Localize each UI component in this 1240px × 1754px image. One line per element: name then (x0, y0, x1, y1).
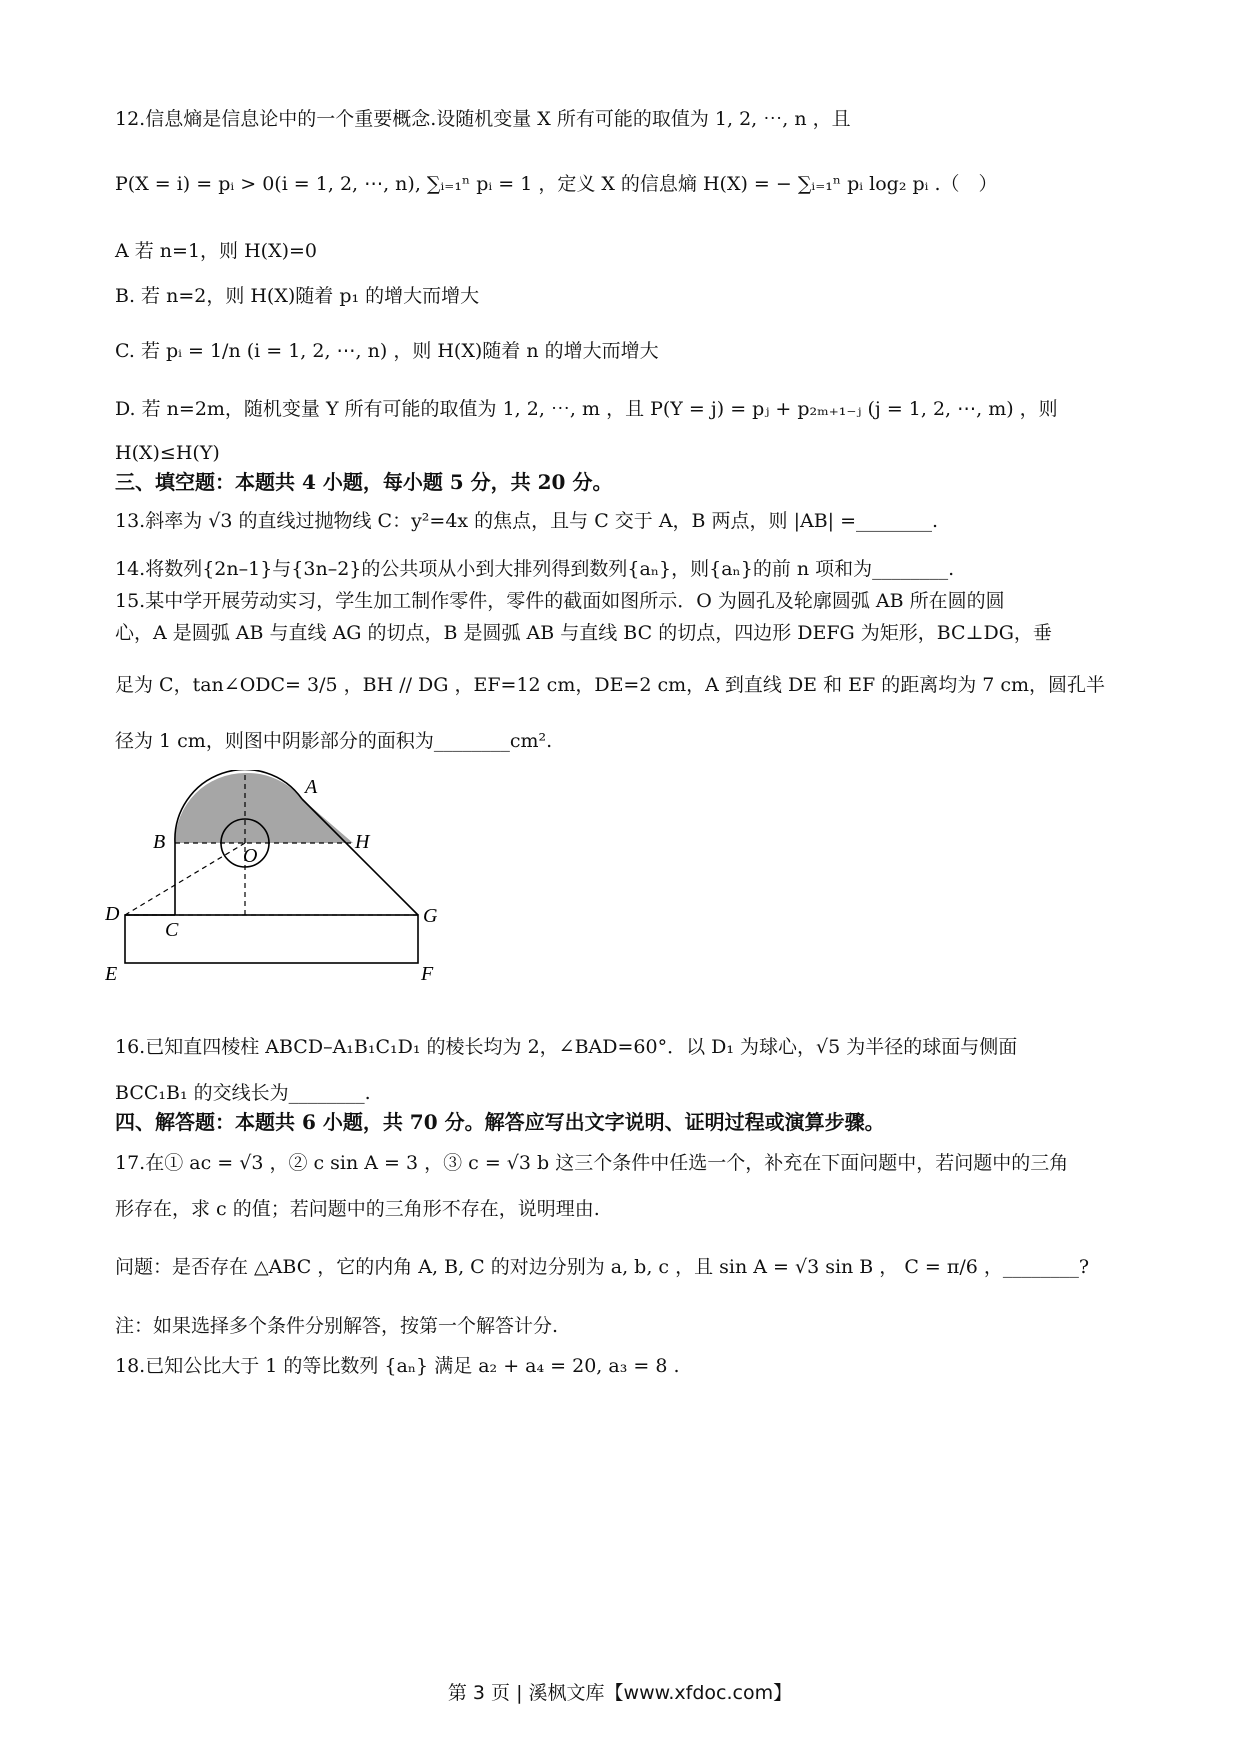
q15-line3: 足为 C，tan∠ODC= 3/5 ，BH // DG ，EF=12 cm，DE=2 cm，A 到直线 DE 和 EF 的距离均为 7 cm，圆孔半 (115, 674, 1106, 696)
q17-line3: 问题：是否存在 △ABC ，它的内角 A, B, C 的对边分别为 a, b, c ，且 sin A = √3 sin B ， C = π/6 ，________? (115, 1256, 1090, 1278)
page-footer: 第 3 页 | 溪枫文库【www.xfdoc.com】 (447, 1682, 793, 1704)
section-3-heading: 三、填空题：本题共 4 小题，每小题 5 分，共 20 分。 (115, 470, 613, 494)
label-b: B (153, 831, 166, 853)
section-4-heading: 四、解答题：本题共 6 小题，共 70 分。解答应写出文字说明、证明过程或演算步骤。 (115, 1110, 885, 1134)
label-c: C (165, 919, 179, 941)
q13: 13.斜率为 √3 的直线过抛物线 C：y²=4x 的焦点，且与 C 交于 A，B 两点，则 |AB| =________. (115, 510, 939, 532)
q12-line1: 12.信息熵是信息论中的一个重要概念.设随机变量 X 所有可能的取值为 1, 2, ⋯, n ，且 (115, 108, 851, 130)
q16-line1: 16.已知直四棱柱 ABCD–A₁B₁C₁D₁ 的棱长均为 2，∠BAD=60°．以 D₁ 为球心，√5 为半径的球面与侧面 (115, 1036, 1018, 1058)
q17-line2: 形存在，求 c 的值；若问题中的三角形不存在，说明理由. (115, 1198, 600, 1220)
q12-option-b: B. 若 n=2，则 H(X)随着 p₁ 的增大而增大 (115, 285, 480, 307)
outline-ag (302, 799, 418, 915)
q12-option-c: C. 若 pᵢ = 1/n (i = 1, 2, ⋯, n) ，则 H(X)随着 n 的增大而增大 (115, 340, 659, 362)
q15-line2: 心，A 是圆弧 AB 与直线 AG 的切点，B 是圆弧 AB 与直线 BC 的切点，四边形 DEFG 为矩形，BC⊥DG，垂 (115, 622, 1052, 644)
label-h: H (355, 831, 370, 853)
q17-note: 注：如果选择多个条件分别解答，按第一个解答计分. (115, 1315, 559, 1337)
q12-option-d: D. 若 n=2m，随机变量 Y 所有可能的取值为 1, 2, ⋯, m ，且 P(Y = j) = pⱼ + p₂ₘ₊₁₋ⱼ (j = 1, 2, ⋯, m) ，则 (115, 398, 1058, 420)
dashed-od (125, 843, 245, 915)
q15-figure (105, 770, 505, 1000)
q12-option-d-cont: H(X)≤H(Y) (115, 442, 220, 464)
label-a: A (305, 776, 318, 798)
label-d: D (105, 903, 120, 925)
q17-line1: 17.在① ac = √3 ，② c sin A = 3 ，③ c = √3 b 这三个条件中任选一个，补充在下面问题中，若问题中的三角 (115, 1152, 1069, 1174)
label-o: O (243, 845, 258, 867)
q14: 14.将数列{2n–1}与{3n–2}的公共项从小到大排列得到数列{aₙ}，则{aₙ}的前 n 项和为________. (115, 558, 955, 580)
label-f: F (421, 963, 434, 985)
label-g: G (423, 905, 438, 927)
q16-line2: BCC₁B₁ 的交线长为________. (115, 1082, 371, 1104)
q12-option-a: A 若 n=1，则 H(X)=0 (115, 240, 318, 262)
label-e: E (105, 963, 118, 985)
q15-line4: 径为 1 cm，则图中阴影部分的面积为________cm². (115, 730, 553, 752)
q12-line2: P(X = i) = pᵢ > 0(i = 1, 2, ⋯, n), ∑ᵢ₌₁ⁿ pᵢ = 1 ，定义 X 的信息熵 H(X) = − ∑ᵢ₌₁ⁿ pᵢ log₂ pᵢ .（ ） (115, 173, 998, 195)
q15-line1: 15.某中学开展劳动实习，学生加工制作零件，零件的截面如图所示．O 为圆孔及轮廓圆弧 AB 所在圆的圆 (115, 590, 1005, 612)
q18: 18.已知公比大于 1 的等比数列 {aₙ} 满足 a₂ + a₄ = 20, a₃ = 8 . (115, 1355, 680, 1377)
